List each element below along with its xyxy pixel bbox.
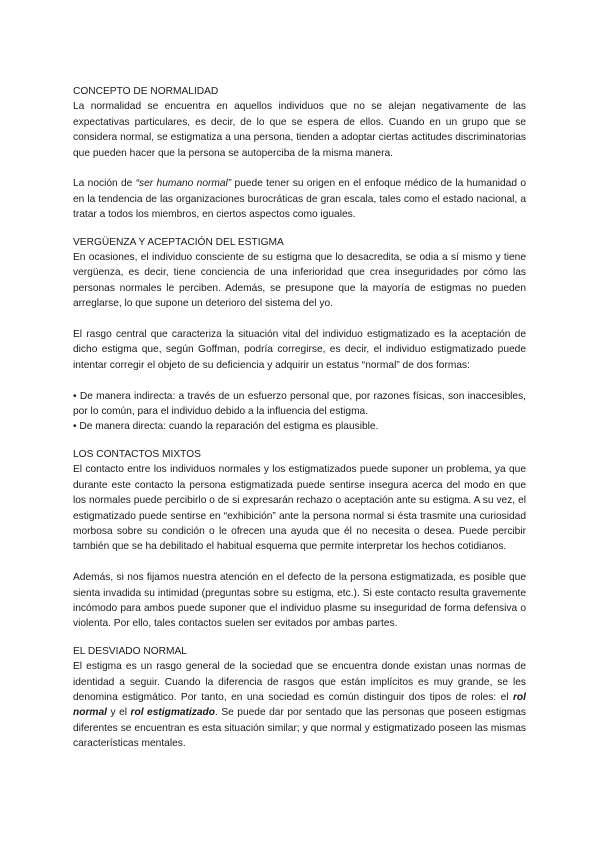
paragraph: El rasgo central que caracteriza la situación vital del individuo estigmatizado es la aceptación de dicho estigma que, según Goffman, podría corregirse, es decir, el individuo estigmatizado puede intentar corregir el objeto de su deficiencia y adquirir un estatus “normal” de dos formas: <box>73 329 526 371</box>
bullet-item: • De manera directa: cuando la reparación del estigma es plausible. <box>73 421 379 433</box>
paragraph: La normalidad se encuentra en aquellos individuos que no se alejan negativamente de las expectativas particulares, es decir, de lo que se espera de ellos. Cuando en un grupo que se considera normal, se estigmatiza a una persona, tienden a adoptar ciertas actitudes discriminatorias que pueden hacer que la persona se autoperciba de la misma manera. <box>73 101 526 159</box>
section-heading-verguenza: VERGÜENZA Y ACEPTACIÓN DEL ESTIGMA <box>73 236 284 248</box>
role-term-estigmatizado: rol estigmatizado <box>130 707 215 719</box>
role-term-normal: rol normal <box>73 691 526 719</box>
document-page <box>73 84 526 752</box>
text-run: La noción de <box>73 178 136 190</box>
paragraph-spacer <box>73 373 526 388</box>
section-spacer <box>73 223 526 235</box>
paragraph-spacer <box>73 555 526 570</box>
paragraph: El contacto entre los individuos normales y los estigmatizados puede suponer un problema, ya que durante este contacto la persona estigmatizada puede sentirse insegura acerca del modo en que los normales puede percibirlo o de si expresarán rechazo o aceptación ante su estigma. A su vez, el estigmatizado puede sentirse en “exhibición” ante la persona normal si ésta trasmite una curiosidad morbosa sobre su condición o le ofrecen una ayuda que él no necesita o desea. Puede percibir también que se ha debilitado el habitual esquema que permite interpretar los hechos cotidianos. <box>73 464 526 553</box>
section-heading-desviado: EL DESVIADO NORMAL <box>73 645 187 657</box>
paragraph: En ocasiones, el individuo consciente de su estigma que lo desacredita, se odia a sí mismo y tiene vergüenza, es decir, tiene conciencia de una inferioridad que crea inseguridades por cómo las personas normales le perciben. Además, se presupone que la mayoría de estigmas no pueden arreglarse, lo que supone un deterioro del sistema del yo. <box>73 252 526 310</box>
bullet-item: • De manera indirecta: a través de un esfuerzo personal que, por razones físicas, son inaccesibles, por lo común, para el individuo debido a la influencia del estigma. <box>73 390 526 418</box>
section-heading-normalidad: CONCEPTO DE NORMALIDAD <box>73 86 219 97</box>
text-run: El estigma es un rasgo general de la sociedad que se encuentra donde existan unas normas de identidad a seguir. Cuando la diferencia de rasgos que están implícitos es muy grande, se les denomina estigmático. Por tanto, en una sociedad es común distinguir dos tipos de roles: el <box>73 661 526 703</box>
paragraph-spacer <box>73 161 526 176</box>
paragraph: Además, si nos fijamos nuestra atención en el defecto de la persona estigmatizada, es posible que sienta invadida su intimidad (preguntas sobre su estigma, etc.). Si este contacto resulta gravemente incómodo para ambos puede suponer que el individuo plasme su inseguridad de forma defensiva o violenta. Por ello, tales contactos suelen ser evitados por ambas partes. <box>73 572 526 630</box>
section-spacer <box>73 632 526 644</box>
text-run: y el <box>106 707 131 719</box>
text-run: . Se puede dar por sentado que las personas que poseen estigmas diferentes se encuentran es esta situación similar; y que normal y estigmatizado poseen las mismas características mentales. <box>73 707 527 750</box>
paragraph-spacer <box>73 312 526 327</box>
emphasized-term: “ser humano normal” <box>135 178 232 190</box>
section-spacer <box>73 435 526 447</box>
text-run: puede tener su origen en el enfoque médico de la humanidad o en la tendencia de las organizaciones burocráticas de gran escala, tales como el estado nacional, a tratar a todos los miembros, en ciertos aspectos como iguales. <box>73 178 526 221</box>
paragraph <box>73 659 526 751</box>
section-heading-contactos: LOS CONTACTOS MIXTOS <box>73 448 201 460</box>
paragraph <box>73 176 526 222</box>
